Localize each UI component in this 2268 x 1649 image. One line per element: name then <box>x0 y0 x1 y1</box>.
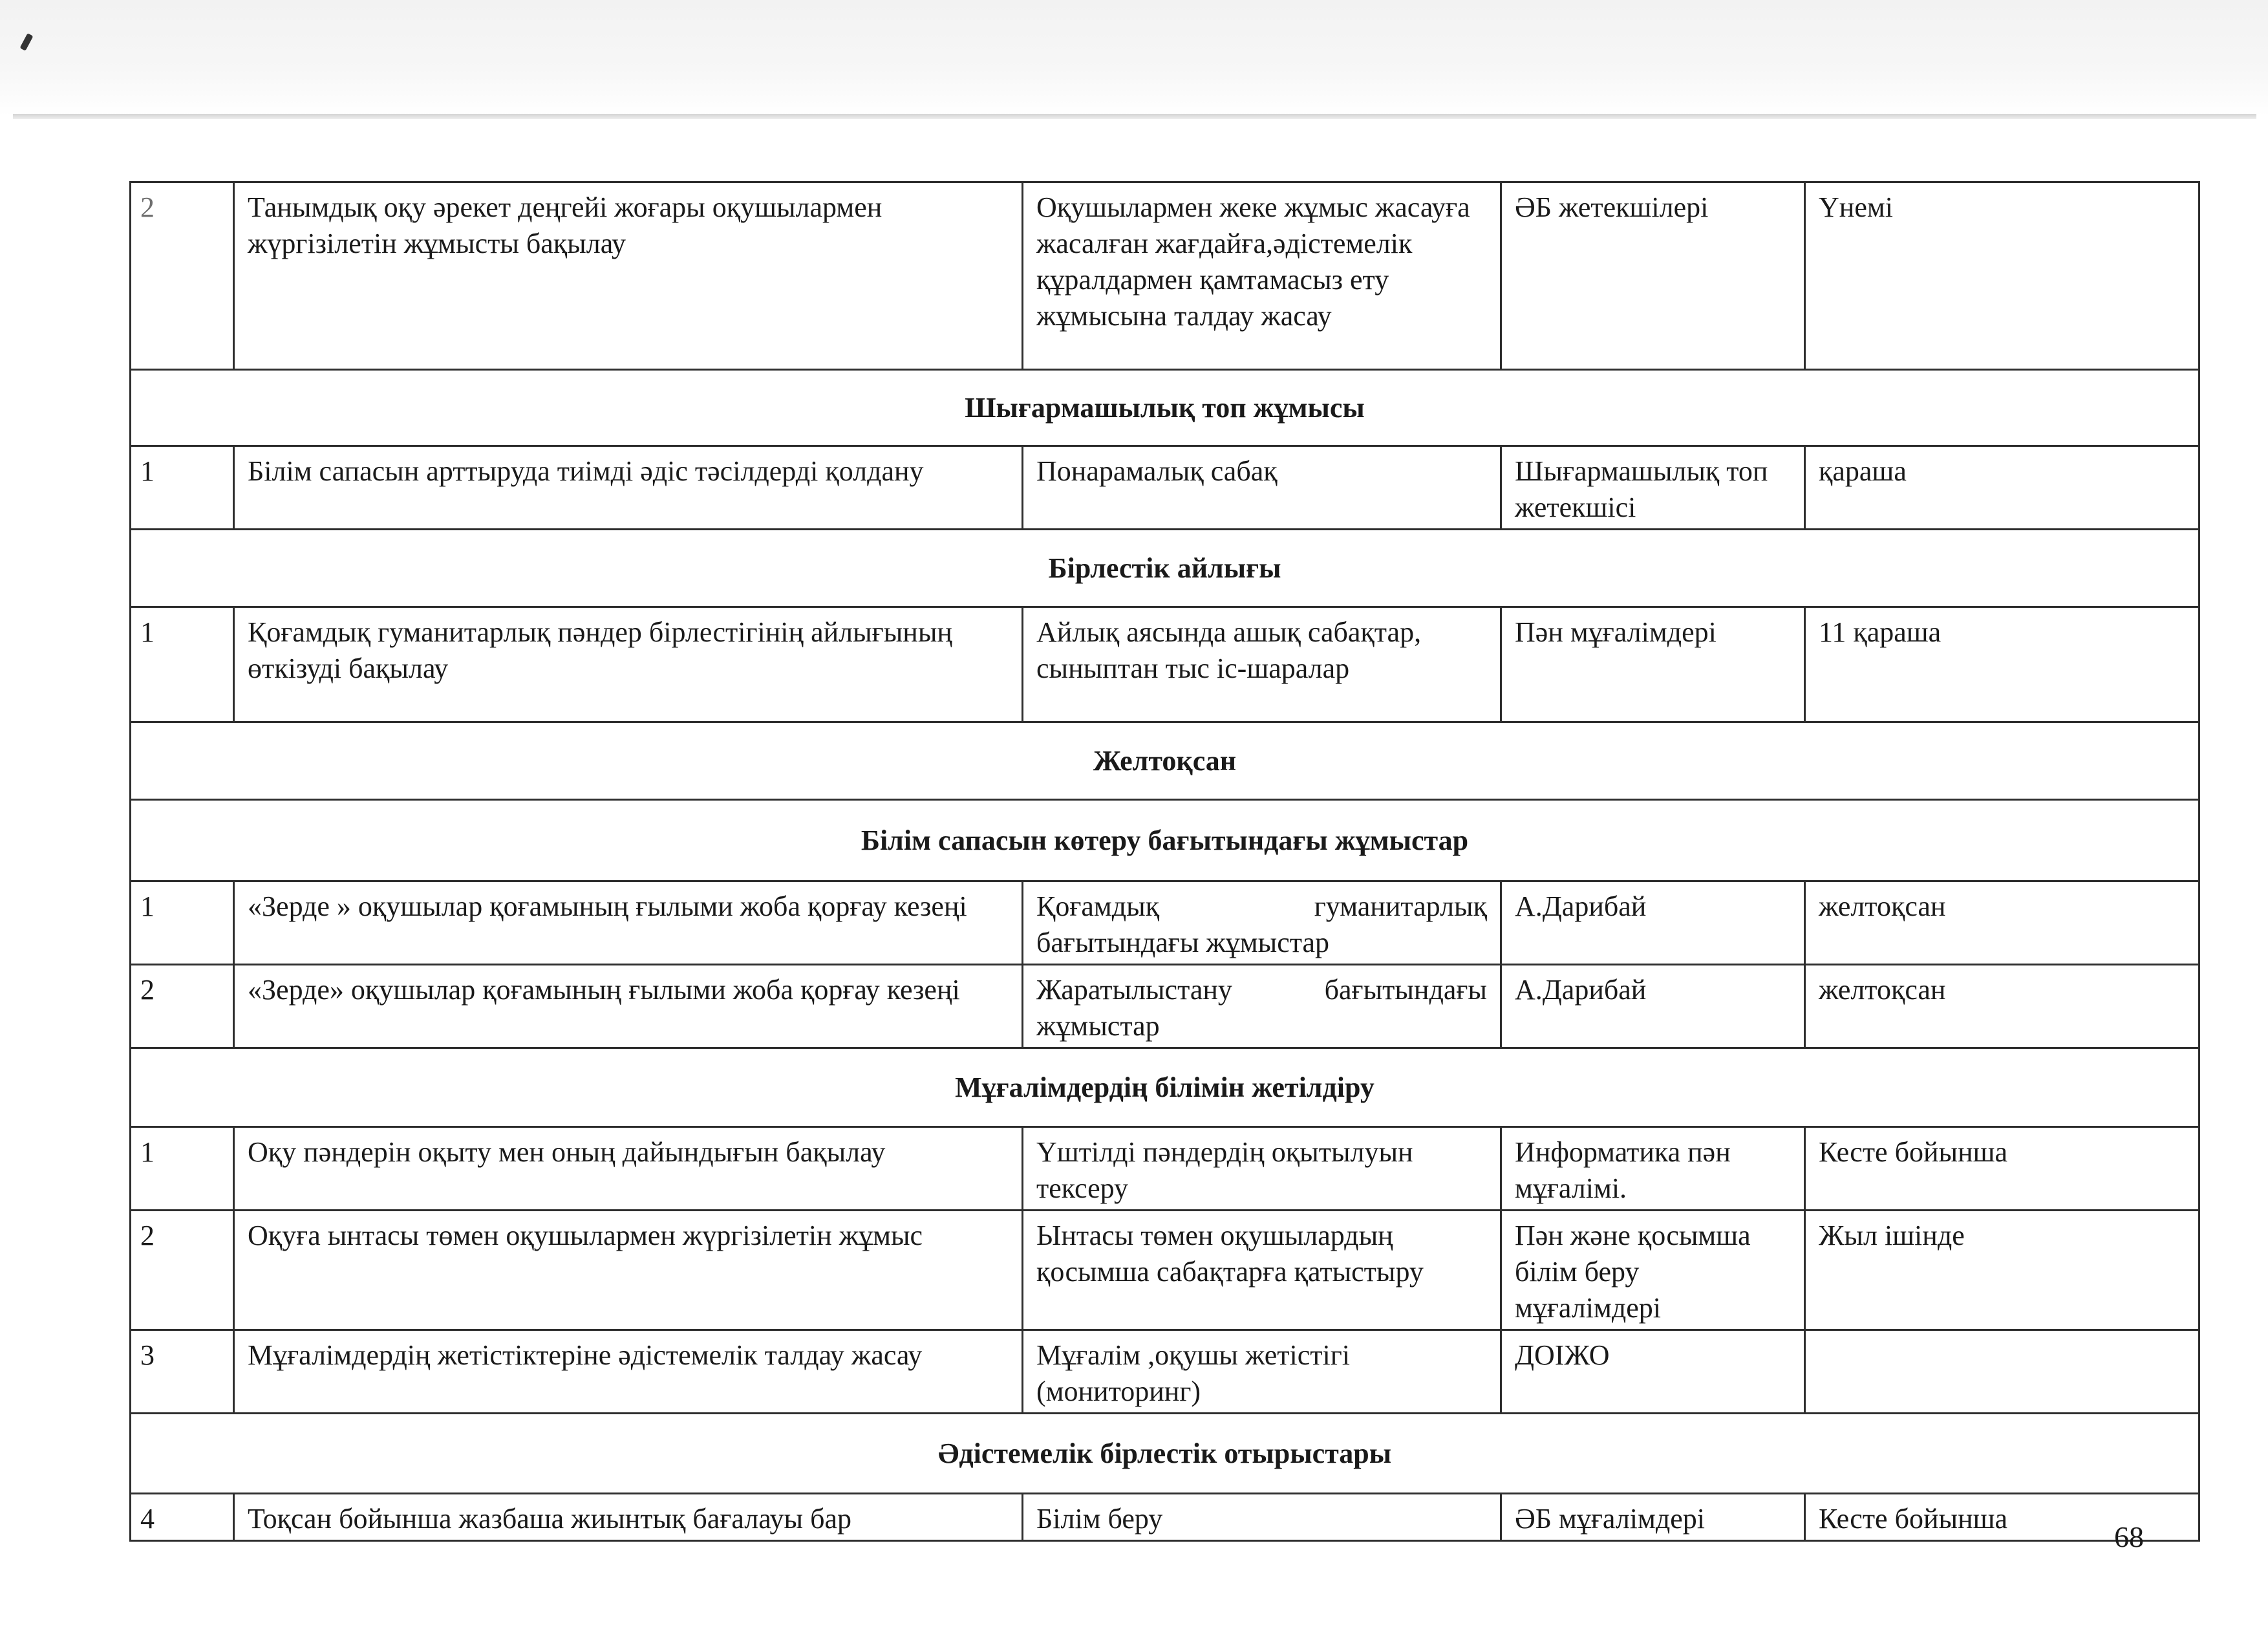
form-cell: Понарамалық сабақ <box>1023 446 1501 530</box>
task-cell: Тоқсан бойынша жазбаша жиынтық бағалауы бар <box>234 1494 1023 1541</box>
row-number: 1 <box>131 607 234 722</box>
page-number: 68 <box>2114 1520 2144 1553</box>
task-cell: «Зерде» оқушылар қоғамының ғылыми жоба қорғау кезеңі <box>234 965 1023 1048</box>
deadline-cell: қараша <box>1805 446 2199 530</box>
table-row <box>131 1127 2199 1211</box>
section-row <box>131 370 2199 446</box>
table-row <box>131 965 2199 1048</box>
responsible-cell: ДОІЖО <box>1501 1330 1805 1414</box>
deadline-cell: желтоқсан <box>1805 881 2199 965</box>
table-row <box>131 182 2199 370</box>
row-number: 1 <box>131 881 234 965</box>
plan-table <box>129 181 2200 1542</box>
deadline-cell <box>1805 1330 2199 1414</box>
deadline-cell: Кесте бойынша <box>1805 1494 2199 1541</box>
table-row <box>131 1211 2199 1330</box>
responsible-cell: Пән және қосымша білім беру мұғалімдері <box>1501 1211 1805 1330</box>
section-row <box>131 722 2199 800</box>
deadline-cell: 11 қараша <box>1805 607 2199 722</box>
table-row <box>131 1494 2199 1541</box>
task-cell: Мұғалімдердің жетістіктеріне әдістемелік талдау жасау <box>234 1330 1023 1414</box>
task-cell: Қоғамдық гуманитарлық пәндер бірлестігінің айлығының өткізуді бақылау <box>234 607 1023 722</box>
responsible-cell: Информатика пән мұғалімі. <box>1501 1127 1805 1211</box>
section-row <box>131 1048 2199 1127</box>
table-row <box>131 607 2199 722</box>
row-number: 2 <box>131 965 234 1048</box>
table-row <box>131 446 2199 530</box>
section-title: Білім сапасын көтеру бағытындағы жұмыстар <box>131 800 2199 881</box>
responsible-cell: А.Дарибай <box>1501 965 1805 1048</box>
responsible-cell: Шығармашылық топ жетекшісі <box>1501 446 1805 530</box>
deadline-cell: желтоқсан <box>1805 965 2199 1048</box>
form-cell: Мұғалім ,оқушы жетістігі (мониторинг) <box>1023 1330 1501 1414</box>
row-number: 2 <box>131 1211 234 1330</box>
form-cell: Қоғамдық гуманитарлық бағытындағы жұмыстар <box>1023 881 1501 965</box>
scan-top-shadow <box>0 0 2268 116</box>
form-cell: Ынтасы төмен оқушылардың қосымша сабақтарға қатыстыру <box>1023 1211 1501 1330</box>
form-cell: Үштілді пәндердің оқытылуын тексеру <box>1023 1127 1501 1211</box>
row-number: 4 <box>131 1494 234 1541</box>
responsible-cell: А.Дарибай <box>1501 881 1805 965</box>
responsible-cell: ӘБ мұғалімдері <box>1501 1494 1805 1541</box>
section-title: Мұғалімдердің білімін жетілдіру <box>131 1048 2199 1127</box>
section-title: Желтоқсан <box>131 722 2199 800</box>
form-cell: Оқушылармен жеке жұмыс жасауға жасалған жағдайға,әдістемелік құралдармен қамтамасыз ету жұмысына талдау жасау <box>1023 182 1501 370</box>
task-cell: «Зерде » оқушылар қоғамының ғылыми жоба қорғау кезеңі <box>234 881 1023 965</box>
row-number: 3 <box>131 1330 234 1414</box>
form-cell: Айлық аясында ашық сабақтар, сыныптан тыс іс-шаралар <box>1023 607 1501 722</box>
form-cell: Білім беру <box>1023 1494 1501 1541</box>
row-number: 1 <box>131 446 234 530</box>
scan-page-edge <box>13 114 2256 119</box>
row-number: 1 <box>131 1127 234 1211</box>
section-title: Шығармашылық топ жұмысы <box>131 370 2199 446</box>
deadline-cell: Кесте бойынша <box>1805 1127 2199 1211</box>
table-row <box>131 1330 2199 1414</box>
section-title: Әдістемелік бірлестік отырыстары <box>131 1414 2199 1494</box>
task-cell: Танымдық оқу әрекет деңгейі жоғары оқушылармен жүргізілетін жұмысты бақылау <box>234 182 1023 370</box>
task-cell: Оқуға ынтасы төмен оқушылармен жүргізілетін жұмыс <box>234 1211 1023 1330</box>
section-title: Бірлестік айлығы <box>131 530 2199 607</box>
responsible-cell: Пән мұғалімдері <box>1501 607 1805 722</box>
section-row <box>131 530 2199 607</box>
deadline-cell: Жыл ішінде <box>1805 1211 2199 1330</box>
section-row <box>131 800 2199 881</box>
table-row <box>131 881 2199 965</box>
task-cell: Оқу пәндерін оқыту мен оның дайындығын бақылау <box>234 1127 1023 1211</box>
form-cell: Жаратылыстану бағытындағы жұмыстар <box>1023 965 1501 1048</box>
responsible-cell: ӘБ жетекшілері <box>1501 182 1805 370</box>
section-row <box>131 1414 2199 1494</box>
row-number: 2 <box>131 182 234 370</box>
task-cell: Білім сапасын арттыруда тиімді әдіс тәсілдерді қолдану <box>234 446 1023 530</box>
deadline-cell: Үнемі <box>1805 182 2199 370</box>
